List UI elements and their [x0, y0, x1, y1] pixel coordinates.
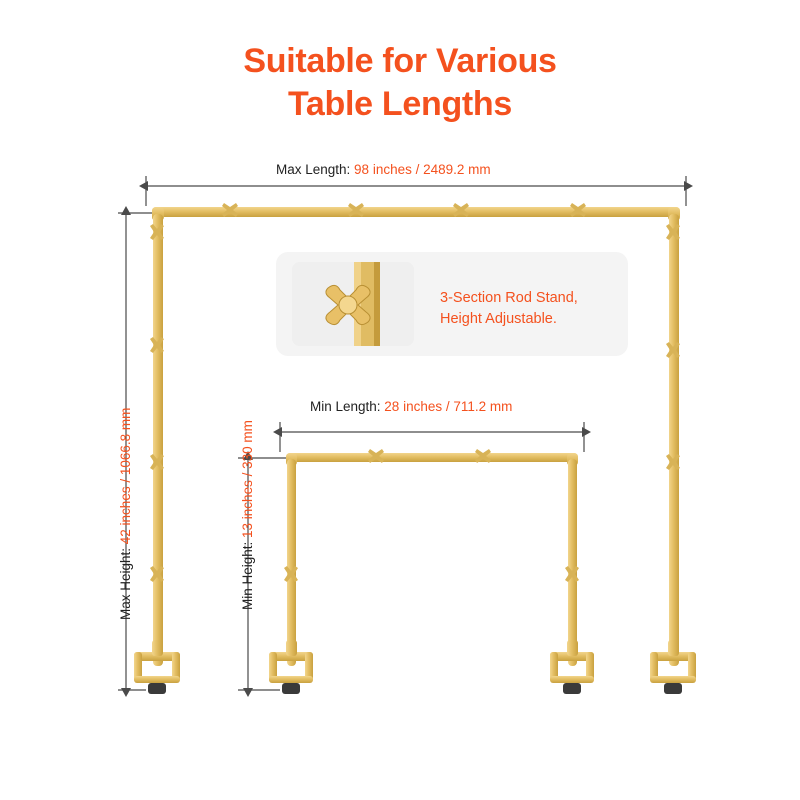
title-line-1: Suitable for Various [243, 42, 557, 80]
min-length-prefix: Min Length: [310, 399, 385, 414]
table-clamp-icon [269, 640, 313, 694]
callout-line-1: 3-Section Rod Stand, [440, 290, 578, 306]
table-clamp-icon [550, 640, 594, 694]
thumbscrew-closeup-icon [292, 262, 414, 346]
thumbscrew-photo [292, 262, 414, 346]
min-height-label [240, 420, 255, 610]
max-length-label [276, 162, 491, 177]
thumbscrew-icon [284, 449, 579, 582]
table-clamp-icon [650, 640, 696, 694]
max-length-value: 98 inches / 2489.2 mm [354, 162, 491, 177]
table-clamp-icon [134, 640, 180, 694]
rubber-foot-icon [148, 683, 166, 694]
max-height-prefix: Max Height: [118, 544, 133, 620]
min-height-value: 13 inches / 330 mm [240, 420, 255, 538]
min-length-label [310, 399, 512, 414]
callout-line-2: Height Adjustable. [440, 311, 557, 328]
rubber-foot-icon [282, 683, 300, 694]
rubber-foot-icon [664, 683, 682, 694]
callout-text [440, 288, 630, 330]
title-line-2: Table Lengths [287, 84, 513, 123]
small-rod-frame [269, 449, 594, 694]
min-height-prefix: Min Height: [240, 537, 255, 610]
max-length-prefix: Max Length: [276, 162, 355, 177]
rubber-foot-icon [563, 683, 581, 694]
max-height-value: 42 inches / 1066.8 mm [118, 407, 133, 545]
min-length-value: 28 inches / 711.2 mm [384, 399, 513, 414]
max-height-label [118, 408, 133, 620]
